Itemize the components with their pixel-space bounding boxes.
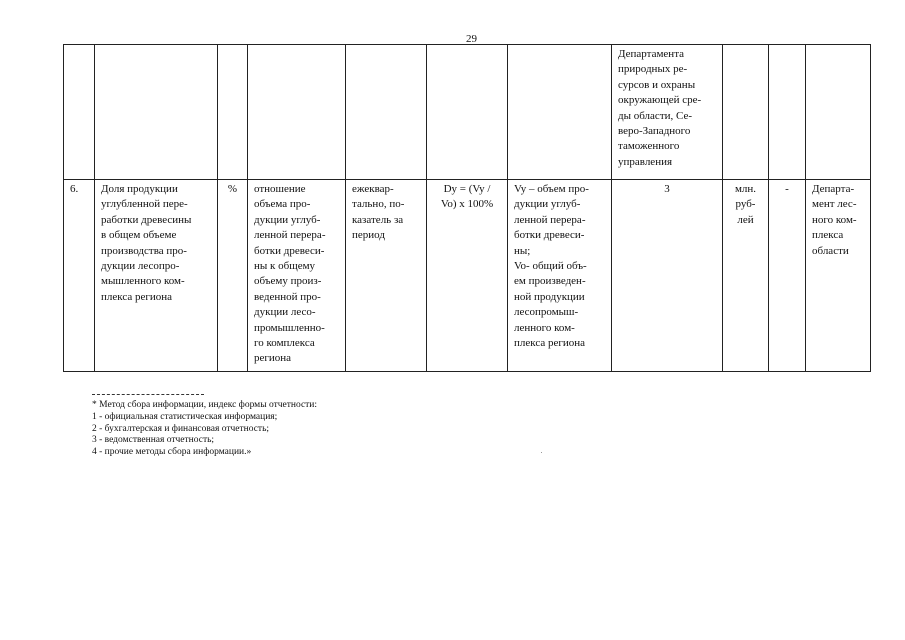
table-row	[64, 180, 871, 372]
cell-base-indicators: Vy – объем про- дукции углуб- ленной перера- ботки древеси- ны; Vo- общий объ- ем произведен- ной продукции лесопромыш- ленного ком- плекса региона	[508, 180, 612, 372]
cell-responsible: Департа- мент лес- ного ком- плекса области	[806, 180, 871, 372]
cell-measure	[723, 45, 769, 180]
footnote-item: 4 - прочие методы сбора информации.»	[92, 447, 252, 458]
cell-dash	[769, 45, 806, 180]
footnote-item: 1 - официальная статистическая информация;	[92, 411, 278, 422]
cell-method: Департамента природных ре- сурсов и охраны окружающей сре- ды области, Се- веро-Западного таможенного управления	[612, 45, 723, 180]
cell-number: 6.	[64, 180, 95, 372]
footnote-item: 3 - ведомственная отчетность;	[92, 435, 215, 446]
cell-periodicity: ежеквар- тально, по- казатель за период	[346, 180, 427, 372]
indicators-table	[63, 44, 871, 372]
cell-indicator-name	[95, 45, 218, 180]
footnote-separator	[92, 394, 204, 395]
page-number: 29	[466, 33, 477, 45]
cell-formula: Dy = (Vy / Vo) x 100%	[427, 180, 508, 372]
cell-base-indicators	[508, 45, 612, 180]
cell-dash: -	[769, 180, 806, 372]
cell-definition: отношение объема про- дукции углуб- ленной перера- ботки древеси- ны к общему объему произ- веденной про- дукции лесо- промышленно- го комплекса региона	[248, 180, 346, 372]
cell-unit: %	[218, 180, 248, 372]
scan-speck	[541, 452, 542, 453]
cell-responsible	[806, 45, 871, 180]
cell-measure: млн. руб- лей	[723, 180, 769, 372]
cell-definition	[248, 45, 346, 180]
footnote-title: * Метод сбора информации, индекс формы отчетности:	[92, 400, 318, 410]
cell-indicator-name: Доля продукции углубленной пере- работки древесины в общем объеме производства про- дукции лесопро- мышленного ком- плекса региона	[95, 180, 218, 372]
cell-number	[64, 45, 95, 180]
cell-unit	[218, 45, 248, 180]
table-row	[64, 45, 871, 180]
cell-method: 3	[612, 180, 723, 372]
footnote-item: 2 - бухгалтерская и финансовая отчетность;	[92, 423, 270, 434]
footnotes	[92, 400, 317, 459]
cell-periodicity	[346, 45, 427, 180]
cell-formula	[427, 45, 508, 180]
